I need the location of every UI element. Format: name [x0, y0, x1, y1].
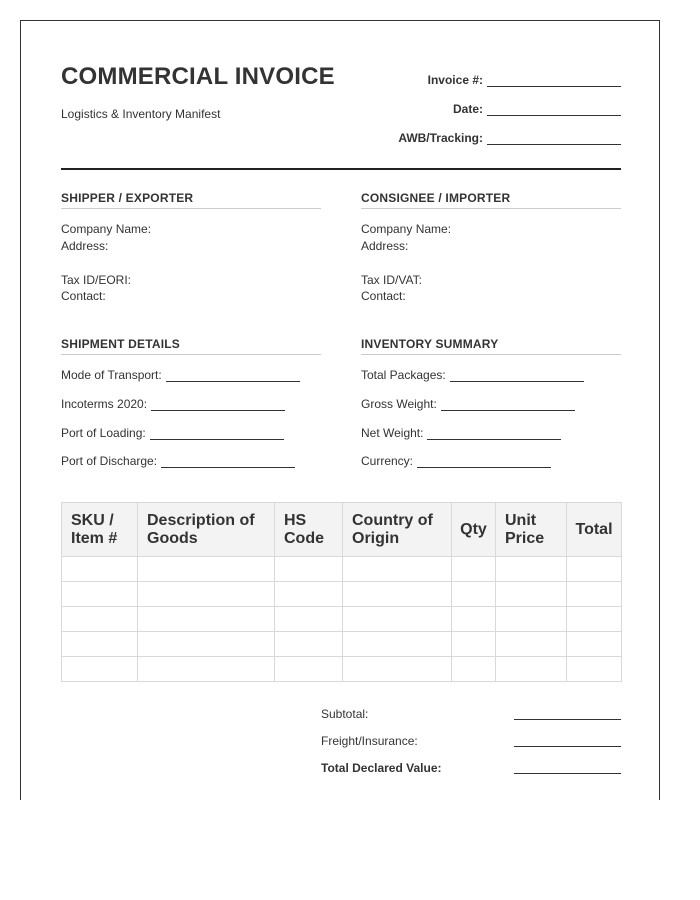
table-cell[interactable]: [275, 582, 343, 607]
table-cell[interactable]: [138, 632, 275, 657]
port-of-discharge-field[interactable]: [61, 454, 295, 468]
table-cell[interactable]: [343, 632, 452, 657]
gross-weight-label: Gross Weight:: [361, 397, 437, 411]
table-cell[interactable]: [275, 557, 343, 582]
net-weight-field[interactable]: [361, 426, 561, 440]
consignee-company-label: Company Name:: [361, 222, 452, 236]
awb-tracking-label: AWB/Tracking:: [398, 131, 483, 145]
table-cell[interactable]: [496, 557, 567, 582]
invoice-number-label: Invoice #:: [427, 73, 483, 87]
table-cell[interactable]: [62, 582, 138, 607]
awb-tracking-line[interactable]: [487, 133, 621, 145]
table-cell[interactable]: [452, 582, 496, 607]
invoice-number-field[interactable]: [428, 73, 621, 87]
incoterms-field[interactable]: [61, 397, 285, 411]
port-of-discharge-label: Port of Discharge:: [61, 454, 158, 468]
table-cell[interactable]: [496, 582, 567, 607]
table-cell[interactable]: [343, 557, 452, 582]
shipper-contact-label: Contact:: [61, 289, 106, 303]
table-cell[interactable]: [62, 657, 138, 682]
gross-weight-field[interactable]: [361, 397, 575, 411]
table-cell[interactable]: [496, 657, 567, 682]
mode-of-transport-field[interactable]: [61, 368, 300, 382]
goods-table-header-row: [62, 503, 622, 557]
total-packages-line[interactable]: [450, 370, 584, 382]
currency-field[interactable]: [361, 454, 551, 468]
column-header-country-of-origin: Country of Origin: [343, 503, 452, 557]
currency-label: Currency:: [361, 454, 414, 468]
table-cell[interactable]: [452, 632, 496, 657]
table-cell[interactable]: [567, 582, 622, 607]
column-header-sku: SKU / Item #: [62, 503, 138, 557]
table-row: [62, 657, 622, 682]
table-cell[interactable]: [496, 632, 567, 657]
table-cell[interactable]: [343, 582, 452, 607]
subtotal-label: Subtotal:: [321, 707, 369, 721]
total-packages-field[interactable]: [361, 368, 584, 382]
table-cell[interactable]: [275, 607, 343, 632]
inventory-summary-heading: INVENTORY SUMMARY: [361, 337, 621, 355]
total-declared-value-label: Total Declared Value:: [321, 761, 442, 775]
goods-table-body: [62, 557, 622, 682]
shipper-address-label: Address:: [61, 239, 109, 253]
table-cell[interactable]: [343, 607, 452, 632]
table-cell[interactable]: [62, 632, 138, 657]
consignee-address-label: Address:: [361, 239, 409, 253]
shipper-heading: SHIPPER / EXPORTER: [61, 191, 321, 209]
column-header-qty: Qty: [452, 503, 496, 557]
column-header-unit-price: Unit Price: [496, 503, 567, 557]
port-of-discharge-line[interactable]: [161, 456, 295, 468]
date-line[interactable]: [487, 104, 621, 116]
subtotal-line[interactable]: [514, 719, 621, 720]
table-cell[interactable]: [138, 607, 275, 632]
column-header-hs-code: HS Code: [275, 503, 343, 557]
table-cell[interactable]: [138, 657, 275, 682]
table-cell[interactable]: [62, 607, 138, 632]
freight-insurance-line[interactable]: [514, 746, 621, 747]
table-row: [62, 632, 622, 657]
mode-of-transport-label: Mode of Transport:: [61, 368, 162, 382]
table-cell[interactable]: [567, 557, 622, 582]
table-cell[interactable]: [567, 632, 622, 657]
table-cell[interactable]: [452, 607, 496, 632]
port-of-loading-label: Port of Loading:: [61, 426, 146, 440]
incoterms-label: Incoterms 2020:: [61, 397, 148, 411]
total-packages-label: Total Packages:: [361, 368, 446, 382]
header-divider: [61, 168, 621, 170]
incoterms-line[interactable]: [151, 399, 285, 411]
table-cell[interactable]: [62, 557, 138, 582]
table-cell[interactable]: [138, 557, 275, 582]
port-of-loading-line[interactable]: [150, 428, 284, 440]
table-cell[interactable]: [275, 657, 343, 682]
freight-insurance-label: Freight/Insurance:: [321, 734, 418, 748]
table-row: [62, 557, 622, 582]
consignee-heading: CONSIGNEE / IMPORTER: [361, 191, 621, 209]
table-cell[interactable]: [452, 657, 496, 682]
date-field[interactable]: [453, 102, 621, 116]
column-header-description: Description of Goods: [138, 503, 275, 557]
consignee-contact-label: Contact:: [361, 289, 406, 303]
shipper-tax-label: Tax ID/EORI:: [61, 273, 132, 287]
port-of-loading-field[interactable]: [61, 426, 284, 440]
date-label: Date:: [452, 102, 483, 116]
invoice-number-line[interactable]: [487, 75, 621, 87]
currency-line[interactable]: [417, 456, 551, 468]
table-cell[interactable]: [343, 657, 452, 682]
total-declared-value-line[interactable]: [514, 773, 621, 774]
table-row: [62, 582, 622, 607]
shipper-company-label: Company Name:: [61, 222, 152, 236]
invoice-title: COMMERCIAL INVOICE: [61, 63, 335, 90]
table-cell[interactable]: [567, 607, 622, 632]
table-cell[interactable]: [496, 607, 567, 632]
table-cell[interactable]: [567, 657, 622, 682]
table-row: [62, 607, 622, 632]
net-weight-label: Net Weight:: [361, 426, 424, 440]
awb-tracking-field[interactable]: [398, 131, 621, 145]
consignee-tax-label: Tax ID/VAT:: [361, 273, 422, 287]
goods-table: [61, 502, 622, 682]
table-cell[interactable]: [275, 632, 343, 657]
gross-weight-line[interactable]: [441, 399, 575, 411]
column-header-total: Total: [567, 503, 622, 557]
table-cell[interactable]: [138, 582, 275, 607]
table-cell[interactable]: [452, 557, 496, 582]
shipment-details-heading: SHIPMENT DETAILS: [61, 337, 321, 355]
invoice-subtitle: Logistics & Inventory Manifest: [61, 107, 221, 121]
net-weight-line[interactable]: [427, 428, 561, 440]
mode-of-transport-line[interactable]: [166, 370, 300, 382]
